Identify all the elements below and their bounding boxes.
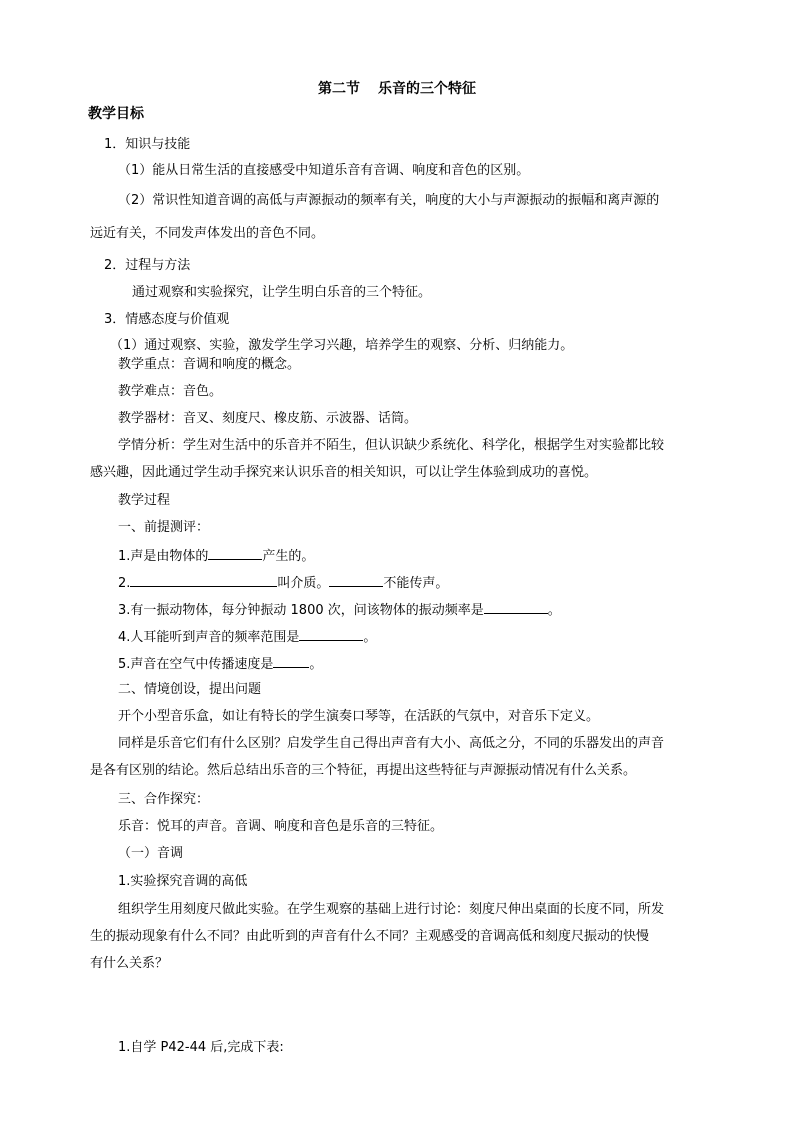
goal-1-paragraph-2-line-1: （2）常识性知道音调的高低与声源振动的频率有关，响度的大小与声源振动的振幅和离声源的 [118,193,660,208]
goal-2-title: 2．过程与方法 [104,258,191,273]
experiment-title: 1.实验探究音调的高低 [118,874,248,889]
subsection-pitch-title: （一）音调 [118,846,184,861]
analysis-line-2: 感兴趣，因此通过学生动手探究来认识乐音的相关知识，可以让学生体验到成功的喜悦。 [90,465,598,480]
experiment-paragraph-line-1: 组织学生用刻度尺做此实验。在学生观察的基础上进行讨论：刻度尺伸出桌面的长度不同，所发 [118,902,665,917]
answer-blank[interactable] [484,600,548,614]
answer-blank[interactable] [299,627,363,641]
experiment-paragraph-line-3: 有什么关系？ [90,956,169,971]
process-heading: 教学过程 [118,493,171,508]
question-3: 3.有一振动物体，每分钟振动 1800 次，问该物体的振动频率是 。 [118,600,561,620]
difficulty: 教学难点：音色。 [118,384,223,399]
goal-3-title: 3．情感态度与价值观 [104,312,230,327]
answer-blank[interactable] [208,546,262,560]
goal-1-paragraph-2-line-2: 远近有关，不同发声体发出的音色不同。 [90,226,325,241]
goal-1-paragraph-1: （1）能从日常生活的直接感受中知道乐音有音调、响度和音色的区别。 [118,163,530,178]
part-1-title: 一、前提测评： [118,520,210,535]
goal-2-paragraph: 通过观察和实验探究，让学生明白乐音的三个特征。 [132,285,432,300]
part-3-paragraph: 乐音：悦耳的声音。音调、响度和音色是乐音的三特征。 [118,819,444,834]
part-2-paragraph-1: 开个小型音乐盒，如让有特长的学生演奏口琴等，在活跃的气氛中，对音乐下定义。 [118,709,600,724]
section-number: 第二节 [318,81,360,97]
equipment: 教学器材：音叉、刻度尺、橡皮筋、示波器、话筒。 [118,411,418,426]
experiment-paragraph-line-2: 生的振动现象有什么不同？由此听到的声音有什么不同？主观感受的音调高低和刻度尺振动的快慢 [90,929,650,944]
part-2-paragraph-2-line-1: 同样是乐音它们有什么区别？启发学生自己得出声音有大小、高低之分，不同的乐器发出的声音 [118,736,665,751]
goals-heading: 教学目标 [88,106,144,122]
question-1: 1.声是由物体的 产生的。 [118,546,314,566]
self-study-instruction: 1.自学 P42-44 后,完成下表: [118,1040,284,1055]
analysis-line-1: 学情分析：学生对生活中的乐音并不陌生，但认识缺少系统化、科学化，根据学生对实验都比较 [118,438,665,453]
part-3-title: 三、合作探究： [118,792,210,807]
question-2: 2. 叫介质。 不能传声。 [118,573,448,593]
part-2-title: 二、情境创设，提出问题 [118,682,262,697]
section-name: 乐音的三个特征 [378,81,476,97]
key-points: 教学重点：音调和响度的概念。 [118,357,301,372]
page-title [0,80,794,98]
part-2-paragraph-2-line-2: 是各有区别的结论。然后总结出乐音的三个特征，再提出这些特征与声源振动情况有什么关系。 [90,763,637,778]
question-4: 4.人耳能听到声音的频率范围是 。 [118,627,376,647]
answer-blank[interactable] [130,573,277,587]
answer-blank[interactable] [273,654,309,668]
question-5: 5.声音在空气中传播速度是 。 [118,654,322,674]
goal-1-title: 1．知识与技能 [104,137,191,152]
answer-blank[interactable] [329,573,383,587]
goal-3-paragraph: （1）通过观察、实验，激发学生学习兴趣，培养学生的观察、分析、归纳能力。 [110,338,574,353]
